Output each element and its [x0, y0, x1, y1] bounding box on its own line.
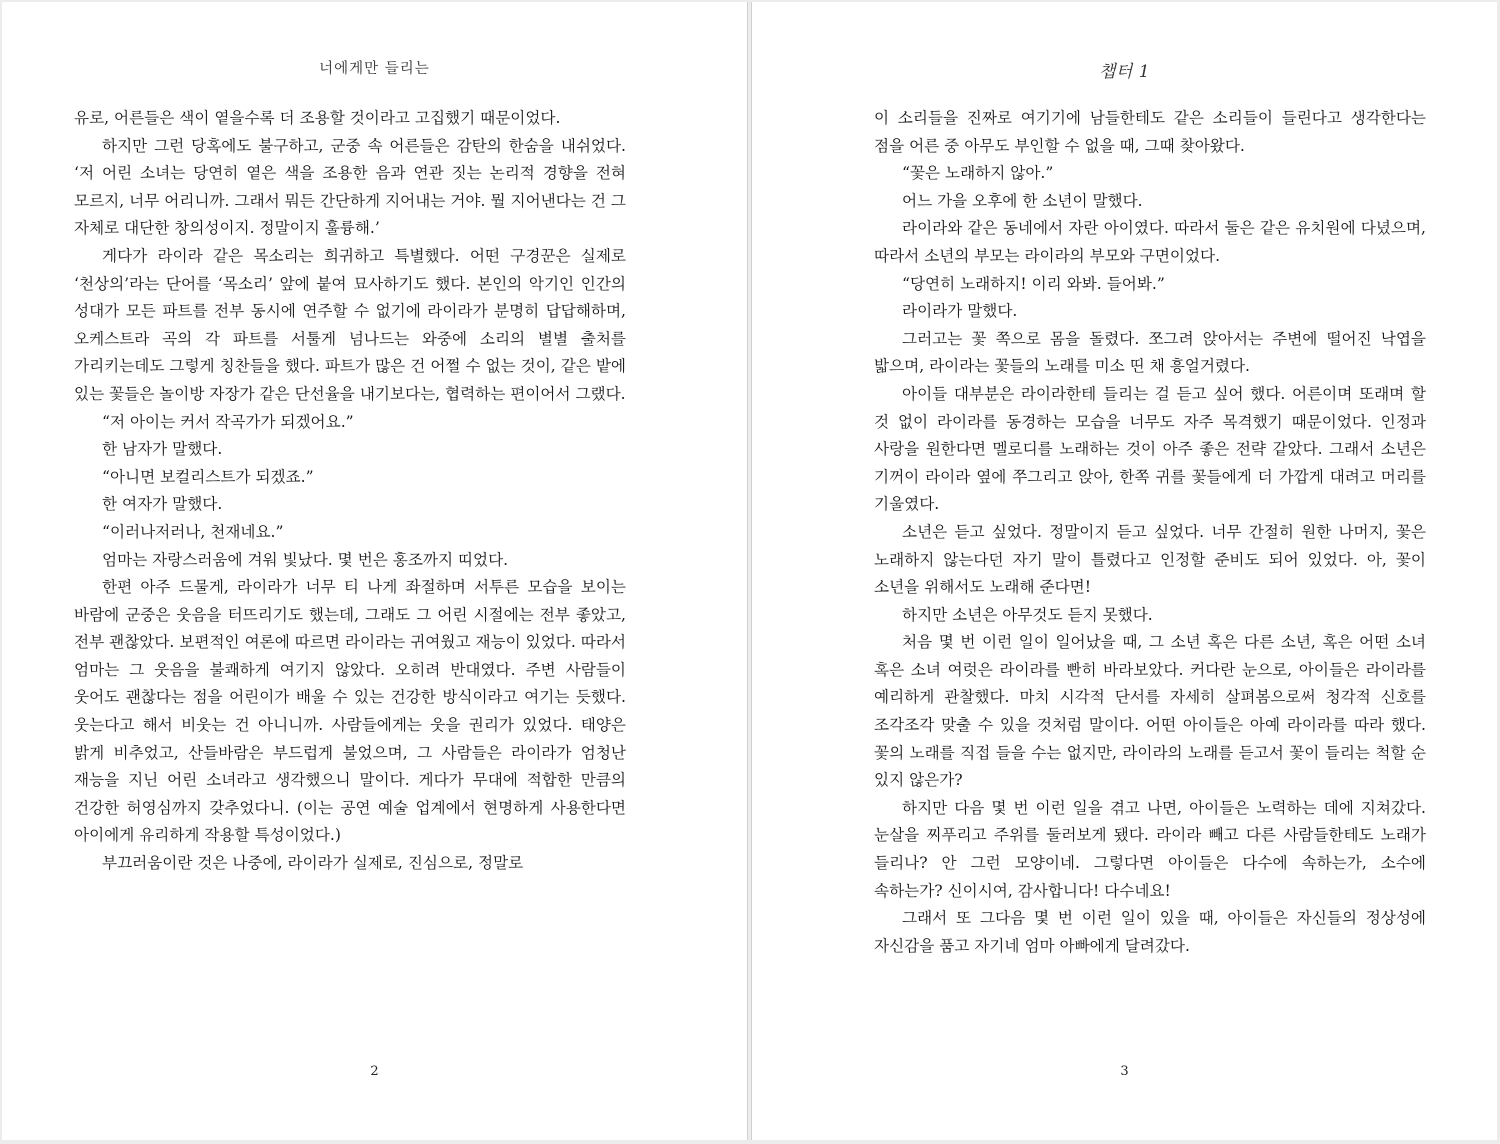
paragraph: 유로, 어른들은 색이 옅을수록 더 조용할 것이라고 고집했기 때문이었다. [74, 109, 561, 127]
paragraph: “아니면 보컬리스트가 되겠죠.” [102, 467, 314, 486]
paragraph: “당연히 노래하지! 이리 와봐. 들어봐.” [902, 274, 1165, 293]
page-number: 2 [370, 1064, 379, 1079]
paragraph: 그래서 또 그다음 몇 번 이런 일이 있을 때, 아이들은 자신들의 정상성에 자신감을 품고 자기네 엄마 아빠에게 달려갔다. [874, 909, 1426, 955]
running-head-chapter: 챕터 1 [1098, 62, 1151, 82]
paragraph: 엄마는 자랑스러움에 겨워 빛났다. 몇 번은 홍조까지 띠었다. [102, 550, 509, 569]
left-page-body [74, 105, 626, 878]
paragraph: 게다가 라이라 같은 목소리는 희귀하고 특별했다. 어떤 구경꾼은 실제로 ‘천상의’라는 단어를 ‘목소리’ 앞에 붙여 묘사하기도 했다. 본인의 악기인 인간의 성대가 모든 파트를 전부 동시에 연주할 수 없기에 라이라가 분명히 답답해하며, 오케스트라 곡의 각 파트를 서툴게 넘나드는 와중에 소리의 별별 출처를 가리키는데도 그렇게 칭찬들을 했다. 파트가 많은 건 어쩔 수 없는 것이, 같은 밭에 있는 꽃들은 놀이방 자장가 같은 단선율을 내기보다는, 협력하는 편이어서 그랬다. [74, 246, 626, 403]
paragraph: “저 아이는 커서 작곡가가 되겠어요.” [102, 412, 354, 431]
right-page-body [874, 105, 1426, 960]
paragraph: 어느 가을 오후에 한 소년이 말했다. [902, 191, 1143, 210]
paragraph: 하지만 다음 몇 번 이런 일을 겪고 나면, 아이들은 노력하는 데에 지쳐갔다. 눈살을 찌푸리고 주위를 둘러보게 됐다. 라이라 빼고 다른 사람들한테도 노래가 들리나? 안 그런 모양이네. 그렇다면 아이들은 다수에 속하는가, 소수에 속하는가? 신이시여, 감사합니다! 다수네요! [874, 798, 1426, 900]
paragraph: “꽃은 노래하지 않아.” [902, 164, 1054, 183]
paragraph: 라이라가 말했다. [902, 302, 1018, 321]
running-head-book-title: 너에게만 들리는 [319, 61, 430, 77]
paragraph: 소년은 듣고 싶었다. 정말이지 듣고 싶었다. 너무 간절히 원한 나머지, 꽃은 노래하지 않는다던 자기 말이 틀렸다고 인정할 준비도 되어 있었다. 아, 꽃이 소년을 위해서도 노래해 준다면! [874, 522, 1426, 597]
paragraph: 처음 몇 번 이런 일이 일어났을 때, 그 소년 혹은 다른 소년, 혹은 어떤 소녀 혹은 소녀 여럿은 라이라를 빤히 바라보았다. 커다란 눈으로, 아이들은 라이라를 예리하게 관찰했다. 마치 시각적 단서를 자세히 살펴봄으로써 청각적 신호를 조각조각 맞출 수 있을 것처럼 말이다. 어떤 아이들은 아예 라이라를 따라 했다. 꽃의 노래를 직접 들을 수는 없지만, 라이라의 노래를 듣고서 꽃이 들리는 척할 순 있지 않은가? [874, 633, 1426, 790]
paragraph: “이러나저러나, 천재네요.” [102, 522, 284, 541]
paragraph: 한 여자가 말했다. [102, 495, 223, 514]
paragraph: 부끄러움이란 것은 나중에, 라이라가 실제로, 진심으로, 정말로 [102, 854, 524, 873]
paragraph: 그러고는 꽃 쪽으로 몸을 돌렸다. 쪼그려 앉아서는 주변에 떨어진 낙엽을 밟으며, 라이라는 꽃들의 노래를 미소 띤 채 흥얼거렸다. [874, 329, 1426, 376]
paragraph: 하지만 소년은 아무것도 듣지 못했다. [902, 605, 1153, 624]
paragraph: 하지만 그런 당혹에도 불구하고, 군중 속 어른들은 감탄의 한숨을 내쉬었다. ‘저 어린 소녀는 당연히 옅은 색을 조용한 음과 연관 짓는 논리적 경향을 전혀 모르지, 너무 어리니까. 그래서 뭐든 간단하게 지어내는 거야. 뭘 지어낸다는 건 그 자체로 대단한 창의성이지. 정말이지 훌륭해.’ [74, 136, 626, 238]
page-number: 3 [1120, 1064, 1129, 1079]
paragraph: 이 소리들을 진짜로 여기기에 남들한테도 같은 소리들이 들린다고 생각한다는 점을 어른 중 아무도 부인할 수 없을 때, 그때 찾아왔다. [874, 109, 1426, 155]
paragraph: 라이라와 같은 동네에서 자란 아이였다. 따라서 둘은 같은 유치원에 다녔으며, 따라서 소년의 부모는 라이라의 부모와 구면이었다. [874, 219, 1426, 265]
paragraph: 한 남자가 말했다. [102, 440, 223, 459]
left-page [2, 2, 748, 1140]
right-page [751, 2, 1497, 1140]
paragraph: 한편 아주 드물게, 라이라가 너무 티 나게 좌절하며 서투른 모습을 보이는 바람에 군중은 웃음을 터뜨리기도 했는데, 그래도 그 어린 시절에는 전부 좋았고, 전부 괜찮았다. 보편적인 여론에 따르면 라이라는 귀여웠고 재능이 있었다. 따라서 엄마는 그 웃음을 불쾌하게 여기지 않았다. 오히려 반대였다. 주변 사람들이 웃어도 괜찮다는 점을 어린이가 배울 수 있는 건강한 방식이라고 여기는 듯했다. 웃는다고 해서 비웃는 건 아니니까. 사람들에게는 웃을 권리가 있었다. 태양은 밝게 비추었고, 산들바람은 부드럽게 불었으며, 그 사람들은 라이라가 엄청난 재능을 지닌 어린 소녀라고 생각했으니 말이다. 게다가 무대에 적합한 만큼의 건강한 허영심까지 갖추었다니. (이는 공연 예술 업계에서 현명하게 사용한다면 아이에게 유리하게 작용할 특성이었다.) [74, 578, 626, 845]
paragraph: 아이들 대부분은 라이라한테 들리는 걸 듣고 싶어 했다. 어른이며 또래며 할 것 없이 라이라를 동경하는 모습을 너무도 자주 목격했기 때문이었다. 인정과 사랑을 원한다면 멜로디를 노래하는 것이 아주 좋은 전략 같았다. 그래서 소년은 기꺼이 라이라 옆에 쭈그리고 앉아, 한쪽 귀를 꽃들에게 더 가깝게 대려고 머리를 기울였다. [874, 384, 1426, 514]
